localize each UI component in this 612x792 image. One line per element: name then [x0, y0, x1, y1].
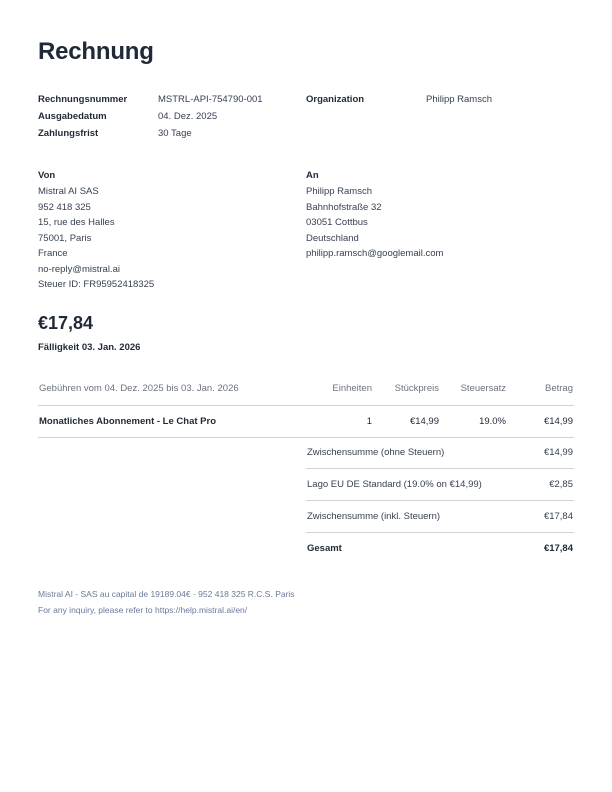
meta-value: 30 Tage [158, 128, 192, 139]
item-amount: €14,99 [543, 416, 573, 427]
totals-summary [306, 437, 574, 564]
sender-heading: Von [38, 170, 56, 181]
header-period: Gebühren vom 04. Dez. 2025 bis 03. Jan. 2026 [39, 383, 239, 394]
footer-help-link: For any inquiry, please refer to https://help.mistral.ai/en/ [38, 605, 248, 615]
meta-label: Zahlungsfrist [38, 128, 99, 139]
page-title: Rechnung [38, 38, 154, 65]
meta-row-issue-date [38, 111, 263, 128]
recipient-email: philipp.ramsch@googlemail.com [306, 248, 444, 259]
sender-line: 75001, Paris [38, 232, 92, 244]
footer-company-info: Mistral AI - SAS au capital de 19189.04€ - 952 418 325 R.C.S. Paris [38, 589, 295, 599]
summary-label: Zwischensumme (inkl. Steuern) [307, 511, 441, 522]
tax-row [306, 469, 574, 501]
meta-label: Ausgabedatum [38, 111, 107, 122]
item-unit-price: €14,99 [409, 416, 439, 427]
meta-label: Rechnungsnummer [38, 94, 128, 105]
sender-line: 15, rue des Halles [38, 217, 115, 228]
meta-value: MSTRL-API-754790-001 [158, 94, 263, 105]
table-row [38, 406, 574, 438]
invoice-meta-right [306, 94, 492, 111]
header-tax-rate: Steuersatz [460, 383, 506, 394]
amount-due: €17,84 [38, 313, 94, 333]
total-value: €17,84 [543, 543, 573, 554]
recipient-line: 03051 Cottbus [306, 217, 368, 228]
table-header-row [38, 383, 574, 406]
recipient-heading: An [306, 170, 319, 181]
sender-line: Mistral AI SAS [38, 186, 99, 197]
subtotal-incl-tax-row [306, 501, 574, 533]
sender-line: 952 418 325 [38, 201, 91, 213]
header-amount: Betrag [545, 383, 573, 394]
sender-email: no-reply@mistral.ai [38, 263, 120, 275]
meta-label: Organization [306, 94, 365, 105]
meta-value: 04. Dez. 2025 [158, 111, 218, 122]
recipient-address [306, 168, 443, 262]
summary-label: Zwischensumme (ohne Steuern) [307, 447, 445, 458]
total-row [306, 533, 574, 564]
summary-value: €17,84 [543, 511, 573, 522]
recipient-line: Philipp Ramsch [306, 186, 372, 197]
meta-value: Philipp Ramsch [426, 94, 492, 105]
line-items-table [38, 383, 574, 438]
item-tax-rate: 19.0% [479, 416, 506, 427]
item-units: 1 [366, 416, 372, 427]
sender-tax-id: Steuer ID: FR95952418325 [38, 279, 155, 290]
meta-row-organization [306, 94, 492, 111]
summary-value: €2,85 [549, 479, 573, 490]
sender-line: France [38, 248, 68, 259]
summary-value: €14,99 [543, 447, 573, 458]
total-label: Gesamt [307, 543, 342, 554]
subtotal-excl-tax-row [306, 437, 574, 469]
header-units: Einheiten [332, 383, 372, 394]
meta-row-payment-term [38, 128, 263, 145]
sender-address [38, 168, 154, 293]
footer [38, 586, 295, 618]
due-date: Fälligkeit 03. Jan. 2026 [38, 342, 141, 353]
item-description: Monatliches Abonnement - Le Chat Pro [39, 416, 216, 427]
invoice-meta-left [38, 94, 263, 145]
summary-label: Lago EU DE Standard (19.0% on €14,99) [307, 479, 482, 490]
header-unit-price: Stückpreis [394, 383, 439, 394]
meta-row-invoice-number [38, 94, 263, 111]
recipient-line: Bahnhofstraße 32 [306, 201, 382, 213]
recipient-line: Deutschland [306, 232, 359, 244]
